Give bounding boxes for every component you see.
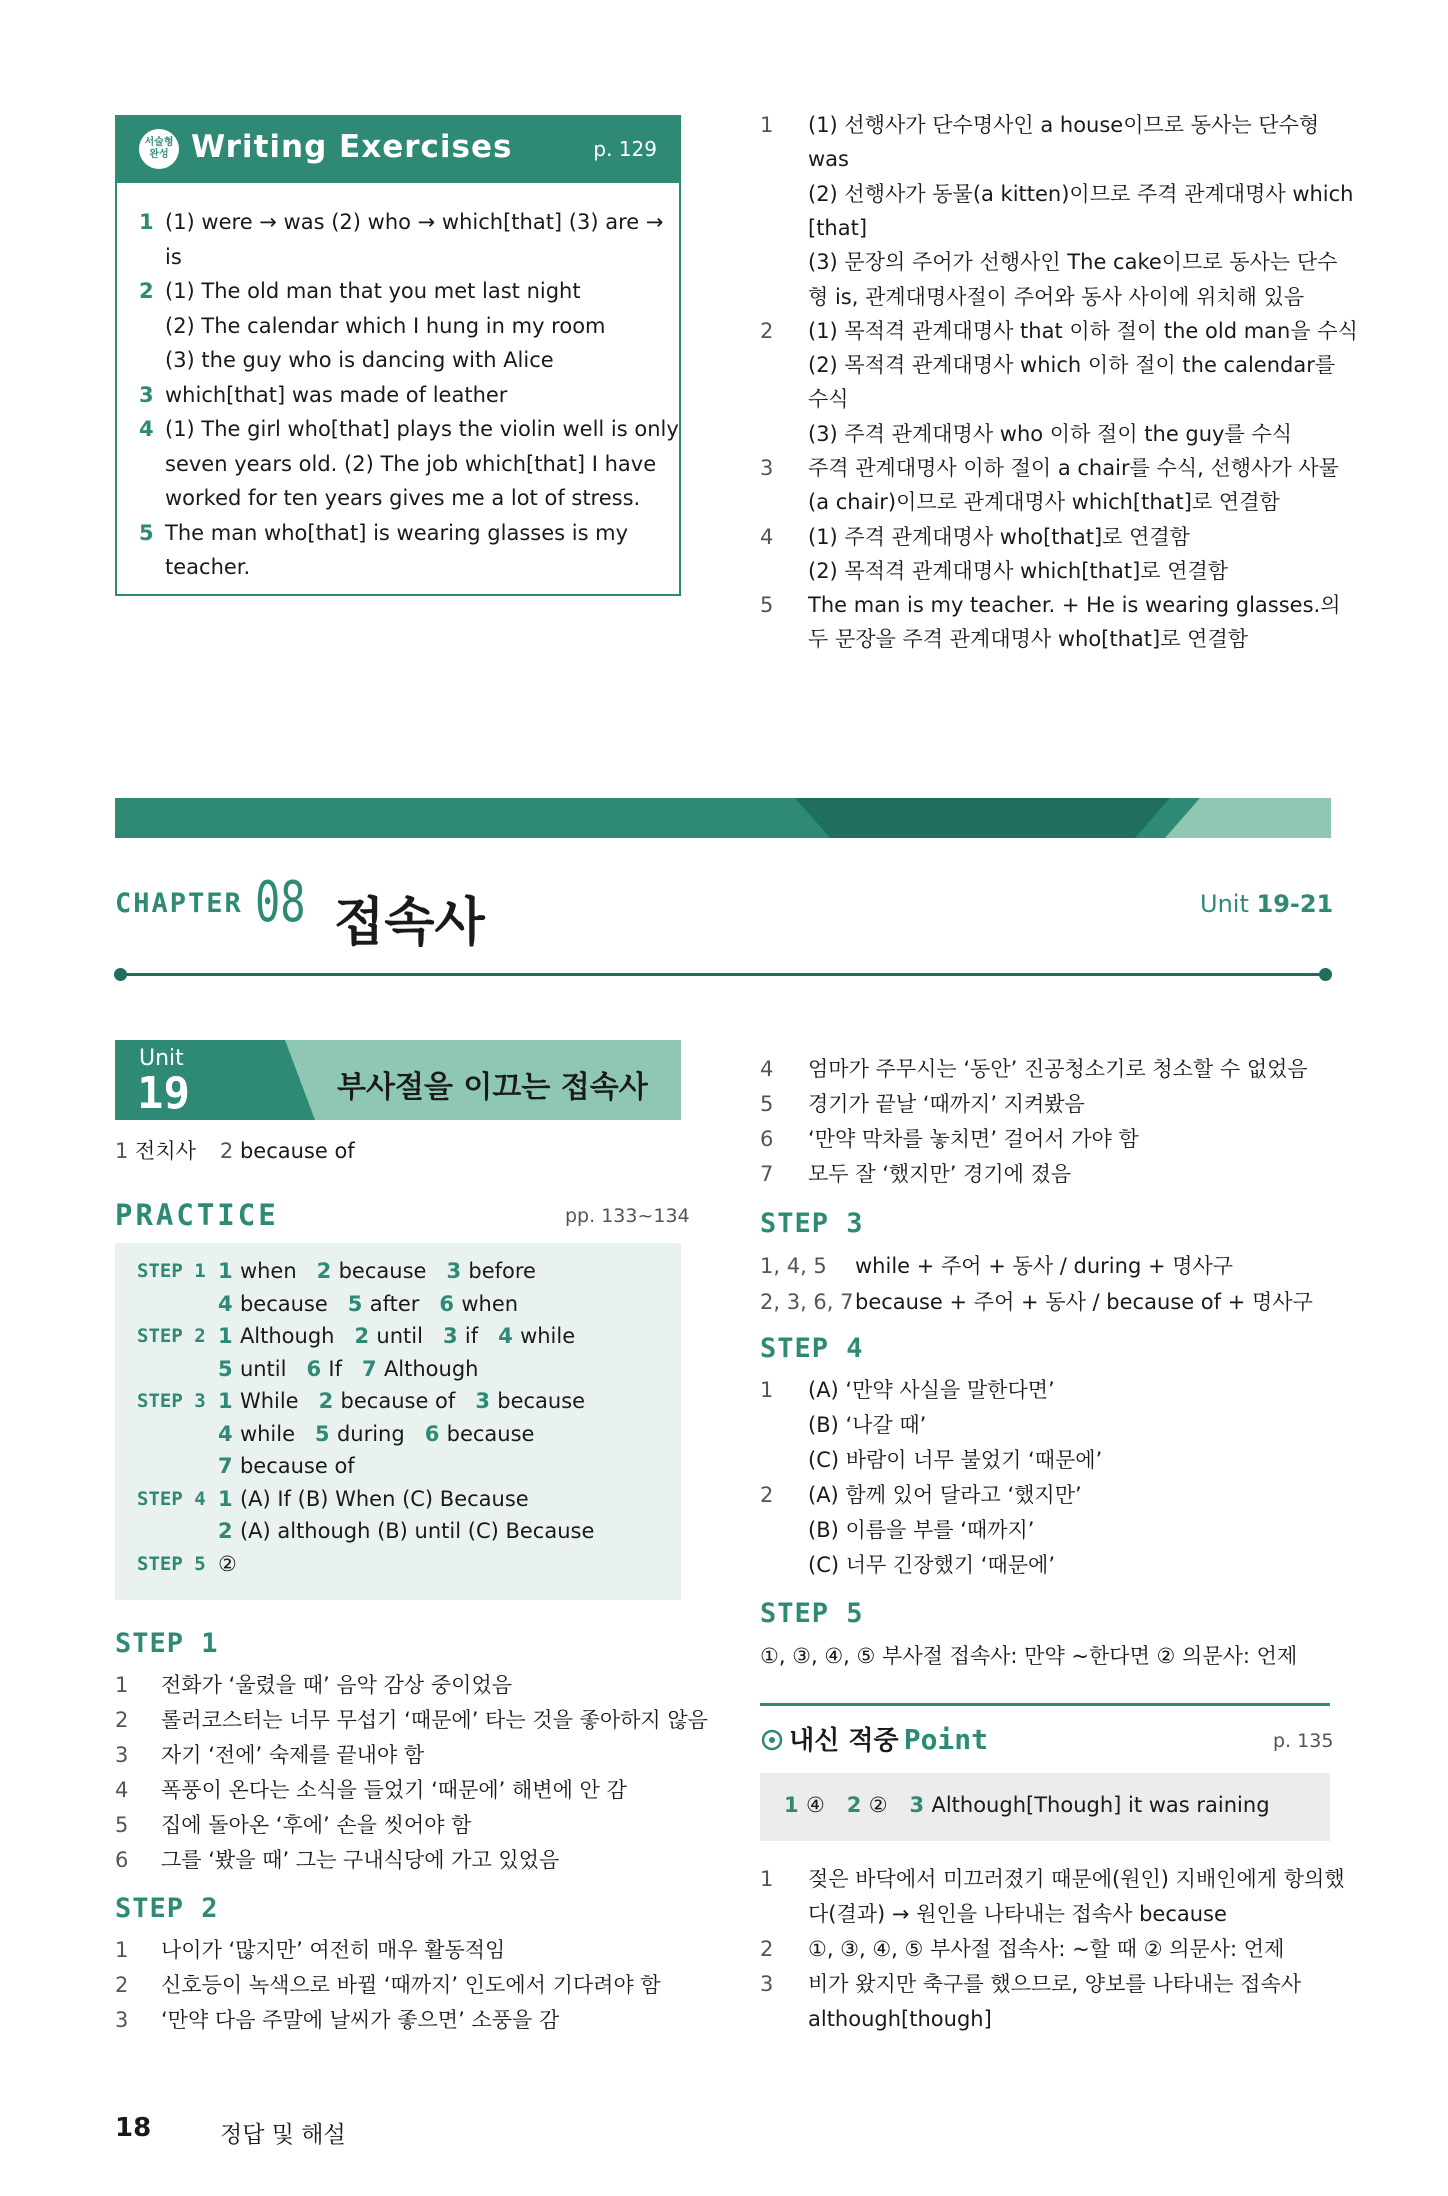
naesin-answer xyxy=(847,1793,888,1817)
practice-answer-text: because xyxy=(239,1291,328,1316)
practice-answer-text: Although xyxy=(239,1324,335,1348)
step4-item-line: (C) 너무 긴장했기 ‘때문에’ xyxy=(808,1553,1055,1577)
practice-answer-line xyxy=(218,1483,549,1516)
practice-answer-text: while xyxy=(520,1324,576,1348)
writing-item-line: (1) were → was (2) who → which[that] (3) are → xyxy=(165,210,664,234)
step4-item-number: 1 xyxy=(760,1378,774,1402)
step2-cont-item xyxy=(760,1052,1340,1087)
writing-exercises-box xyxy=(115,115,681,596)
chapter-number: 08 xyxy=(255,870,306,935)
naesin-answer-number: 1 xyxy=(784,1793,806,1817)
step5-title: STEP 5 xyxy=(760,1598,864,1629)
step2-cont-item-text: 경기가 끝날 ‘때까지’ 지켜봤음 xyxy=(808,1092,1085,1116)
naesin-answer-text: ④ xyxy=(805,1793,825,1817)
practice-answer xyxy=(218,1487,529,1511)
practice-answer xyxy=(218,1357,286,1381)
practice-answer-number: 3 xyxy=(442,1324,465,1348)
step2-title: STEP 2 xyxy=(115,1893,219,1924)
practice-answer-number: 1 xyxy=(218,1259,240,1283)
naesin-item-number: 3 xyxy=(760,1972,774,1996)
explanation-item-line: was xyxy=(808,147,849,172)
step2-item-text: 신호등이 녹색으로 바뀔 ‘때까지’ 인도에서 기다려야 함 xyxy=(161,1973,661,1997)
practice-answer-number: 1 xyxy=(218,1389,240,1413)
step2-item-number: 1 xyxy=(115,1938,129,1962)
practice-answer-line xyxy=(218,1515,614,1548)
unit-check-number: 2 xyxy=(219,1139,240,1163)
step2-cont-item xyxy=(760,1122,1340,1157)
practice-answer-number: 5 xyxy=(218,1356,240,1381)
writing-item-number: 4 xyxy=(139,417,154,441)
step2-cont-item xyxy=(760,1157,1340,1192)
naesin-page: p. 135 xyxy=(1273,1730,1334,1752)
naesin-item-line: 비가 왔지만 축구를 했으므로, 양보를 나타내는 접속사 xyxy=(808,1972,1302,1996)
step1-item-number: 2 xyxy=(115,1708,129,1732)
naesin-answer xyxy=(910,1793,1270,1817)
naesin-title-kr: 내신 적중 xyxy=(789,1726,899,1756)
explanation-item-line: (3) 주격 관계대명사 who 이하 절이 the guy를 수식 xyxy=(808,421,1293,446)
step4-item-line: (B) ‘나갈 때’ xyxy=(808,1413,927,1437)
explanation-item-line: 두 문장을 주격 관계대명사 who[that]로 연결함 xyxy=(808,627,1249,652)
practice-answer-number: 7 xyxy=(362,1356,384,1381)
practice-answer-text: because xyxy=(338,1259,427,1283)
step1-item-number: 1 xyxy=(115,1673,129,1697)
explanation-item-line: 형 is, 관계대명사절이 주어와 동사 사이에 위치해 있음 xyxy=(808,284,1305,309)
step1-item xyxy=(115,1773,681,1808)
chapter-title: 접속사 xyxy=(334,893,485,953)
practice-answer-box xyxy=(115,1243,681,1600)
footer-page-number: 18 xyxy=(115,2113,152,2143)
practice-answer-number: 2 xyxy=(218,1519,240,1543)
practice-answer-number: 6 xyxy=(306,1356,329,1381)
explanation-item-number: 2 xyxy=(760,318,774,343)
practice-answer-number: 4 xyxy=(218,1421,240,1446)
practice-answer xyxy=(446,1259,536,1283)
step1-item-text: 집에 돌아온 ‘후에’ 손을 씻어야 함 xyxy=(161,1813,472,1837)
practice-answer xyxy=(475,1389,585,1413)
practice-answer xyxy=(218,1454,355,1478)
chapter-unit-range xyxy=(1200,890,1333,918)
step2-cont-item-number: 4 xyxy=(760,1057,774,1081)
naesin-item-line: 다(결과) → 원인을 나타내는 접속사 because xyxy=(808,1902,1227,1926)
writing-item-line: (3) the guy who is dancing with Alice xyxy=(165,348,554,372)
writing-item-number: 3 xyxy=(139,382,154,407)
practice-answer-text: after xyxy=(369,1291,420,1316)
explanation-item-line: 수식 xyxy=(808,387,849,412)
practice-step-label: STEP 5 xyxy=(137,1552,206,1575)
unit-number: 19 xyxy=(137,1068,190,1119)
step3-title: STEP 3 xyxy=(760,1208,864,1239)
practice-answer-line xyxy=(218,1288,538,1321)
practice-answer-number: 4 xyxy=(218,1291,240,1316)
naesin-item-line: although[though] xyxy=(808,2007,992,2031)
practice-step-label: STEP 4 xyxy=(137,1487,206,1510)
naesin-title-en: Point xyxy=(903,1723,989,1756)
step1-item-text: 그를 ‘봤을 때’ 그는 구내식당에 가고 있었음 xyxy=(161,1848,560,1872)
step1-item-text: 전화가 ‘울렸을 때’ 음악 감상 중이었음 xyxy=(161,1673,513,1697)
practice-answer-line xyxy=(218,1385,605,1418)
naesin-item-line: 젖은 바닥에서 미끄러졌기 때문에(원인) 지배인에게 항의했 xyxy=(808,1867,1345,1891)
practice-answer xyxy=(348,1292,420,1316)
practice-answer xyxy=(218,1259,297,1283)
writing-item-line: worked for ten years gives me a lot of stress. xyxy=(165,486,641,510)
explanation-item-line: (1) 선행사가 단수명사인 a house이므로 동사는 단수형 xyxy=(808,113,1320,137)
explanation-item-line: (2) 선행사가 동물(a kitten)이므로 주격 관계대명사 which xyxy=(808,181,1354,206)
practice-answer-number: 1 xyxy=(218,1324,240,1348)
unit-check-text: because of xyxy=(239,1139,355,1163)
practice-answer-text: (A) although (B) until (C) Because xyxy=(239,1519,595,1543)
step1-item-number: 5 xyxy=(115,1813,129,1837)
writing-item-line: (1) The old man that you met last night xyxy=(165,279,581,303)
explanation-item-line: 주격 관계대명사 이하 절이 a chair를 수식, 선행사가 사물 xyxy=(808,456,1339,480)
explanation-item-number: 5 xyxy=(760,593,774,618)
practice-answer xyxy=(218,1324,334,1348)
step1-item xyxy=(115,1668,681,1703)
practice-title: PRACTICE xyxy=(115,1198,279,1232)
unit-header xyxy=(115,1040,681,1120)
footer-label: 정답 및 해설 xyxy=(220,2122,346,2148)
practice-answer xyxy=(443,1324,478,1348)
practice-answer xyxy=(218,1519,594,1543)
pencil-badge-icon xyxy=(139,129,179,169)
practice-answer-number: 2 xyxy=(318,1389,341,1413)
practice-answer-text: when xyxy=(461,1291,519,1316)
step1-item xyxy=(115,1843,681,1878)
practice-answer xyxy=(306,1357,342,1381)
unit-check-item xyxy=(220,1139,355,1163)
naesin-divider xyxy=(760,1703,1330,1706)
writing-item-number: 1 xyxy=(139,210,154,234)
step2-item-number: 3 xyxy=(115,2008,129,2032)
writing-exercises-header xyxy=(117,117,679,183)
writing-item-line: (1) The girl who[that] plays the violin well is only xyxy=(165,417,679,441)
step2-cont-item xyxy=(760,1087,1340,1122)
practice-answer-line xyxy=(218,1255,556,1288)
practice-answer xyxy=(218,1292,328,1316)
practice-answer-text: when xyxy=(239,1259,297,1283)
practice-answer-text: because xyxy=(446,1421,535,1446)
explanation-item-line: [that] xyxy=(808,215,868,240)
practice-answer-text: because of xyxy=(239,1454,355,1478)
chapter-banner-bar xyxy=(115,798,1331,838)
step2-item xyxy=(115,1933,681,1968)
chapter-label: CHAPTER xyxy=(115,888,243,919)
practice-answer-number: 3 xyxy=(446,1259,469,1283)
practice-answer-text: If xyxy=(328,1356,342,1381)
writing-item-line: teacher. xyxy=(165,555,251,579)
step5-text: ①, ③, ④, ⑤ 부사절 접속사: 만약 ~한다면 ② 의문사: 언제 xyxy=(760,1644,1298,1668)
naesin-answer-number: 3 xyxy=(909,1793,932,1817)
practice-answer xyxy=(315,1422,405,1446)
practice-step-label: STEP 3 xyxy=(137,1390,206,1412)
step1-item xyxy=(115,1738,681,1773)
step4-item-line: (A) 함께 있어 달라고 ‘했지만’ xyxy=(808,1483,1082,1507)
naesin-answer-box xyxy=(760,1773,1330,1841)
step1-item xyxy=(115,1808,681,1843)
unit-check-item xyxy=(115,1139,196,1163)
practice-answer xyxy=(218,1552,237,1576)
explanation-item-number: 3 xyxy=(760,456,774,480)
practice-answer-text: during xyxy=(336,1421,405,1446)
chapter-banner-graphic xyxy=(115,798,1331,838)
naesin-item-number: 1 xyxy=(760,1867,774,1891)
naesin-item-number: 2 xyxy=(760,1937,774,1961)
practice-answer xyxy=(218,1422,295,1446)
step1-item-text: 롤러코스터는 너무 무섭기 ‘때문에’ 타는 것을 좋아하지 않음 xyxy=(161,1708,708,1732)
practice-answer-line xyxy=(218,1548,257,1581)
step2-item-number: 2 xyxy=(115,1973,129,1997)
explanation-item-line: (2) 목적격 관계대명사 which[that]로 연결함 xyxy=(808,558,1229,583)
practice-answer-line xyxy=(218,1353,498,1386)
naesin-answer-number: 2 xyxy=(846,1793,869,1817)
practice-answer xyxy=(319,1389,456,1413)
practice-answer-number: 3 xyxy=(475,1389,498,1413)
practice-step-label: STEP 2 xyxy=(137,1325,206,1347)
step2-cont-item-text: 모두 잘 ‘했지만’ 경기에 졌음 xyxy=(808,1162,1072,1186)
chapter-unit-label: Unit xyxy=(1200,890,1249,918)
step2-cont-item-number: 5 xyxy=(760,1092,774,1116)
practice-answer-text: until xyxy=(239,1356,287,1381)
target-icon xyxy=(760,1728,784,1752)
naesin-answer-line xyxy=(784,1793,1292,1817)
step4-title: STEP 4 xyxy=(760,1333,864,1364)
step2-cont-item-number: 6 xyxy=(760,1127,774,1151)
chapter-unit-numbers: 19-21 xyxy=(1256,890,1334,918)
practice-answer xyxy=(439,1292,518,1316)
practice-answer xyxy=(354,1324,422,1348)
writing-exercises-page: p. 129 xyxy=(593,137,657,161)
unit-title: 부사절을 이끄는 접속사 xyxy=(337,1070,648,1105)
step3-item-text: while + 주어 + 동사 / during + 명사구 xyxy=(855,1254,1234,1278)
step1-title: STEP 1 xyxy=(115,1628,219,1659)
practice-answer-text: because of xyxy=(340,1389,456,1413)
step4-item-number: 2 xyxy=(760,1483,774,1507)
practice-answer xyxy=(317,1259,427,1283)
step3-item-number: 2, 3, 6, 7 xyxy=(760,1290,854,1314)
practice-step-label: STEP 1 xyxy=(137,1260,206,1282)
step2-cont-item-text: 엄마가 주무시는 ‘동안’ 진공청소기로 청소할 수 없었음 xyxy=(808,1057,1308,1081)
practice-answer-text: if xyxy=(464,1324,479,1348)
step1-item-text: 자기 ‘전에’ 숙제를 끝내야 함 xyxy=(161,1743,425,1767)
practice-answer-text: While xyxy=(239,1389,299,1413)
naesin-answer-text: Although[Though] it was raining xyxy=(931,1793,1270,1817)
practice-answer-text: Although xyxy=(383,1356,479,1381)
explanation-item-line: (a chair)이므로 관계대명사 which[that]로 연결함 xyxy=(808,490,1280,515)
divider-dot-left xyxy=(114,968,127,981)
divider-dot-right xyxy=(1319,968,1332,981)
practice-answer-number: 1 xyxy=(218,1486,240,1511)
step2-item xyxy=(115,2003,681,2038)
unit-check-number: 1 xyxy=(115,1139,136,1163)
naesin-answer-text: ② xyxy=(868,1793,888,1817)
explanation-item-line: (2) 목적격 관계대명사 which 이하 절이 the calendar를 xyxy=(808,353,1336,378)
step1-item-number: 3 xyxy=(115,1743,129,1767)
step4-item-line: (C) 바람이 너무 불었기 ‘때문에’ xyxy=(808,1448,1103,1472)
practice-answer-line xyxy=(218,1450,375,1483)
practice-answer xyxy=(362,1357,478,1381)
practice-answer xyxy=(498,1324,575,1348)
step2-cont-item-text: ‘만약 막차를 놓치면’ 걸어서 가야 함 xyxy=(808,1127,1139,1151)
practice-answer-text: while xyxy=(239,1421,296,1446)
practice-answer-number: 6 xyxy=(424,1421,447,1446)
writing-item-line: (2) The calendar which I hung in my room xyxy=(165,313,606,338)
writing-item-line: The man who[that] is wearing glasses is my xyxy=(165,520,629,545)
step1-item xyxy=(115,1703,708,1738)
naesin-answer xyxy=(784,1793,825,1817)
practice-answer-number: 4 xyxy=(498,1324,521,1348)
naesin-header xyxy=(760,1720,988,1757)
practice-answer-text: (A) If (B) When (C) Because xyxy=(239,1486,529,1511)
step3-item xyxy=(760,1248,1340,1284)
explanation-item-number: 1 xyxy=(760,113,774,137)
practice-answer-number: 5 xyxy=(347,1291,370,1316)
practice-answer-line xyxy=(218,1320,595,1353)
step1-item-number: 4 xyxy=(115,1778,129,1802)
step3-item-number: 1, 4, 5 xyxy=(760,1254,827,1278)
step2-cont-item-number: 7 xyxy=(760,1162,774,1186)
practice-answer-text: because xyxy=(497,1389,586,1413)
practice-answer-text: until xyxy=(376,1324,423,1348)
explanation-item-number: 4 xyxy=(760,524,774,549)
explanation-item-line: (1) 주격 관계대명사 who[that]로 연결함 xyxy=(808,524,1190,549)
practice-answer-text: ② xyxy=(218,1551,237,1576)
badge-text: 서술형 완성 xyxy=(144,137,174,160)
step4-item-line: (A) ‘만약 사실을 말한다면’ xyxy=(808,1378,1055,1402)
writing-item-line: is xyxy=(165,244,182,269)
step4-item-line: (B) 이름을 부를 ‘때까지’ xyxy=(808,1518,1035,1542)
step2-item-text: 나이가 ‘많지만’ 여전히 매우 활동적임 xyxy=(161,1938,506,1962)
writing-item-number: 2 xyxy=(139,279,154,303)
practice-answer-number: 6 xyxy=(439,1291,462,1316)
naesin-item-line: ①, ③, ④, ⑤ 부사절 접속사: ~할 때 ② 의문사: 언제 xyxy=(808,1937,1285,1961)
practice-answer-number: 5 xyxy=(315,1421,337,1446)
unit-check-answers xyxy=(115,1135,379,1165)
practice-answer-number: 2 xyxy=(354,1324,377,1348)
explanation-item-line: (3) 문장의 주어가 선행사인 The cake이므로 동사는 단수 xyxy=(808,250,1338,275)
unit-check-text: 전치사 xyxy=(135,1139,196,1163)
practice-answer-number: 7 xyxy=(218,1454,240,1478)
step1-item-text: 폭풍이 온다는 소식을 들었기 ‘때문에’ 해변에 안 감 xyxy=(161,1778,627,1802)
practice-answer-number: 2 xyxy=(316,1259,339,1283)
step3-item-text: because + 주어 + 동사 / because of + 명사구 xyxy=(855,1290,1313,1314)
practice-answer xyxy=(425,1422,535,1446)
step2-item xyxy=(115,1968,681,2003)
step3-item xyxy=(760,1284,1340,1320)
writing-exercises-title: Writing Exercises xyxy=(191,129,513,165)
writing-item-line: seven years old. (2) The job which[that] I have xyxy=(165,451,657,476)
explanation-item-line: (1) 목적격 관계대명사 that 이하 절이 the old man을 수식 xyxy=(808,318,1358,343)
practice-answer-text: before xyxy=(468,1259,536,1283)
practice-pages: pp. 133~134 xyxy=(565,1205,690,1227)
practice-answer-line xyxy=(218,1418,554,1451)
practice-answer xyxy=(218,1389,299,1413)
writing-item-number: 5 xyxy=(139,520,154,545)
explanation-item-line: The man is my teacher. + He is wearing glasses.의 xyxy=(808,593,1341,618)
chapter-divider xyxy=(120,973,1326,976)
step1-item-number: 6 xyxy=(115,1848,129,1872)
unit-label: Unit xyxy=(139,1046,184,1071)
step2-item-text: ‘만약 다음 주말에 날씨가 좋으면’ 소풍을 감 xyxy=(161,2008,560,2032)
writing-item-line: which[that] was made of leather xyxy=(165,382,508,407)
